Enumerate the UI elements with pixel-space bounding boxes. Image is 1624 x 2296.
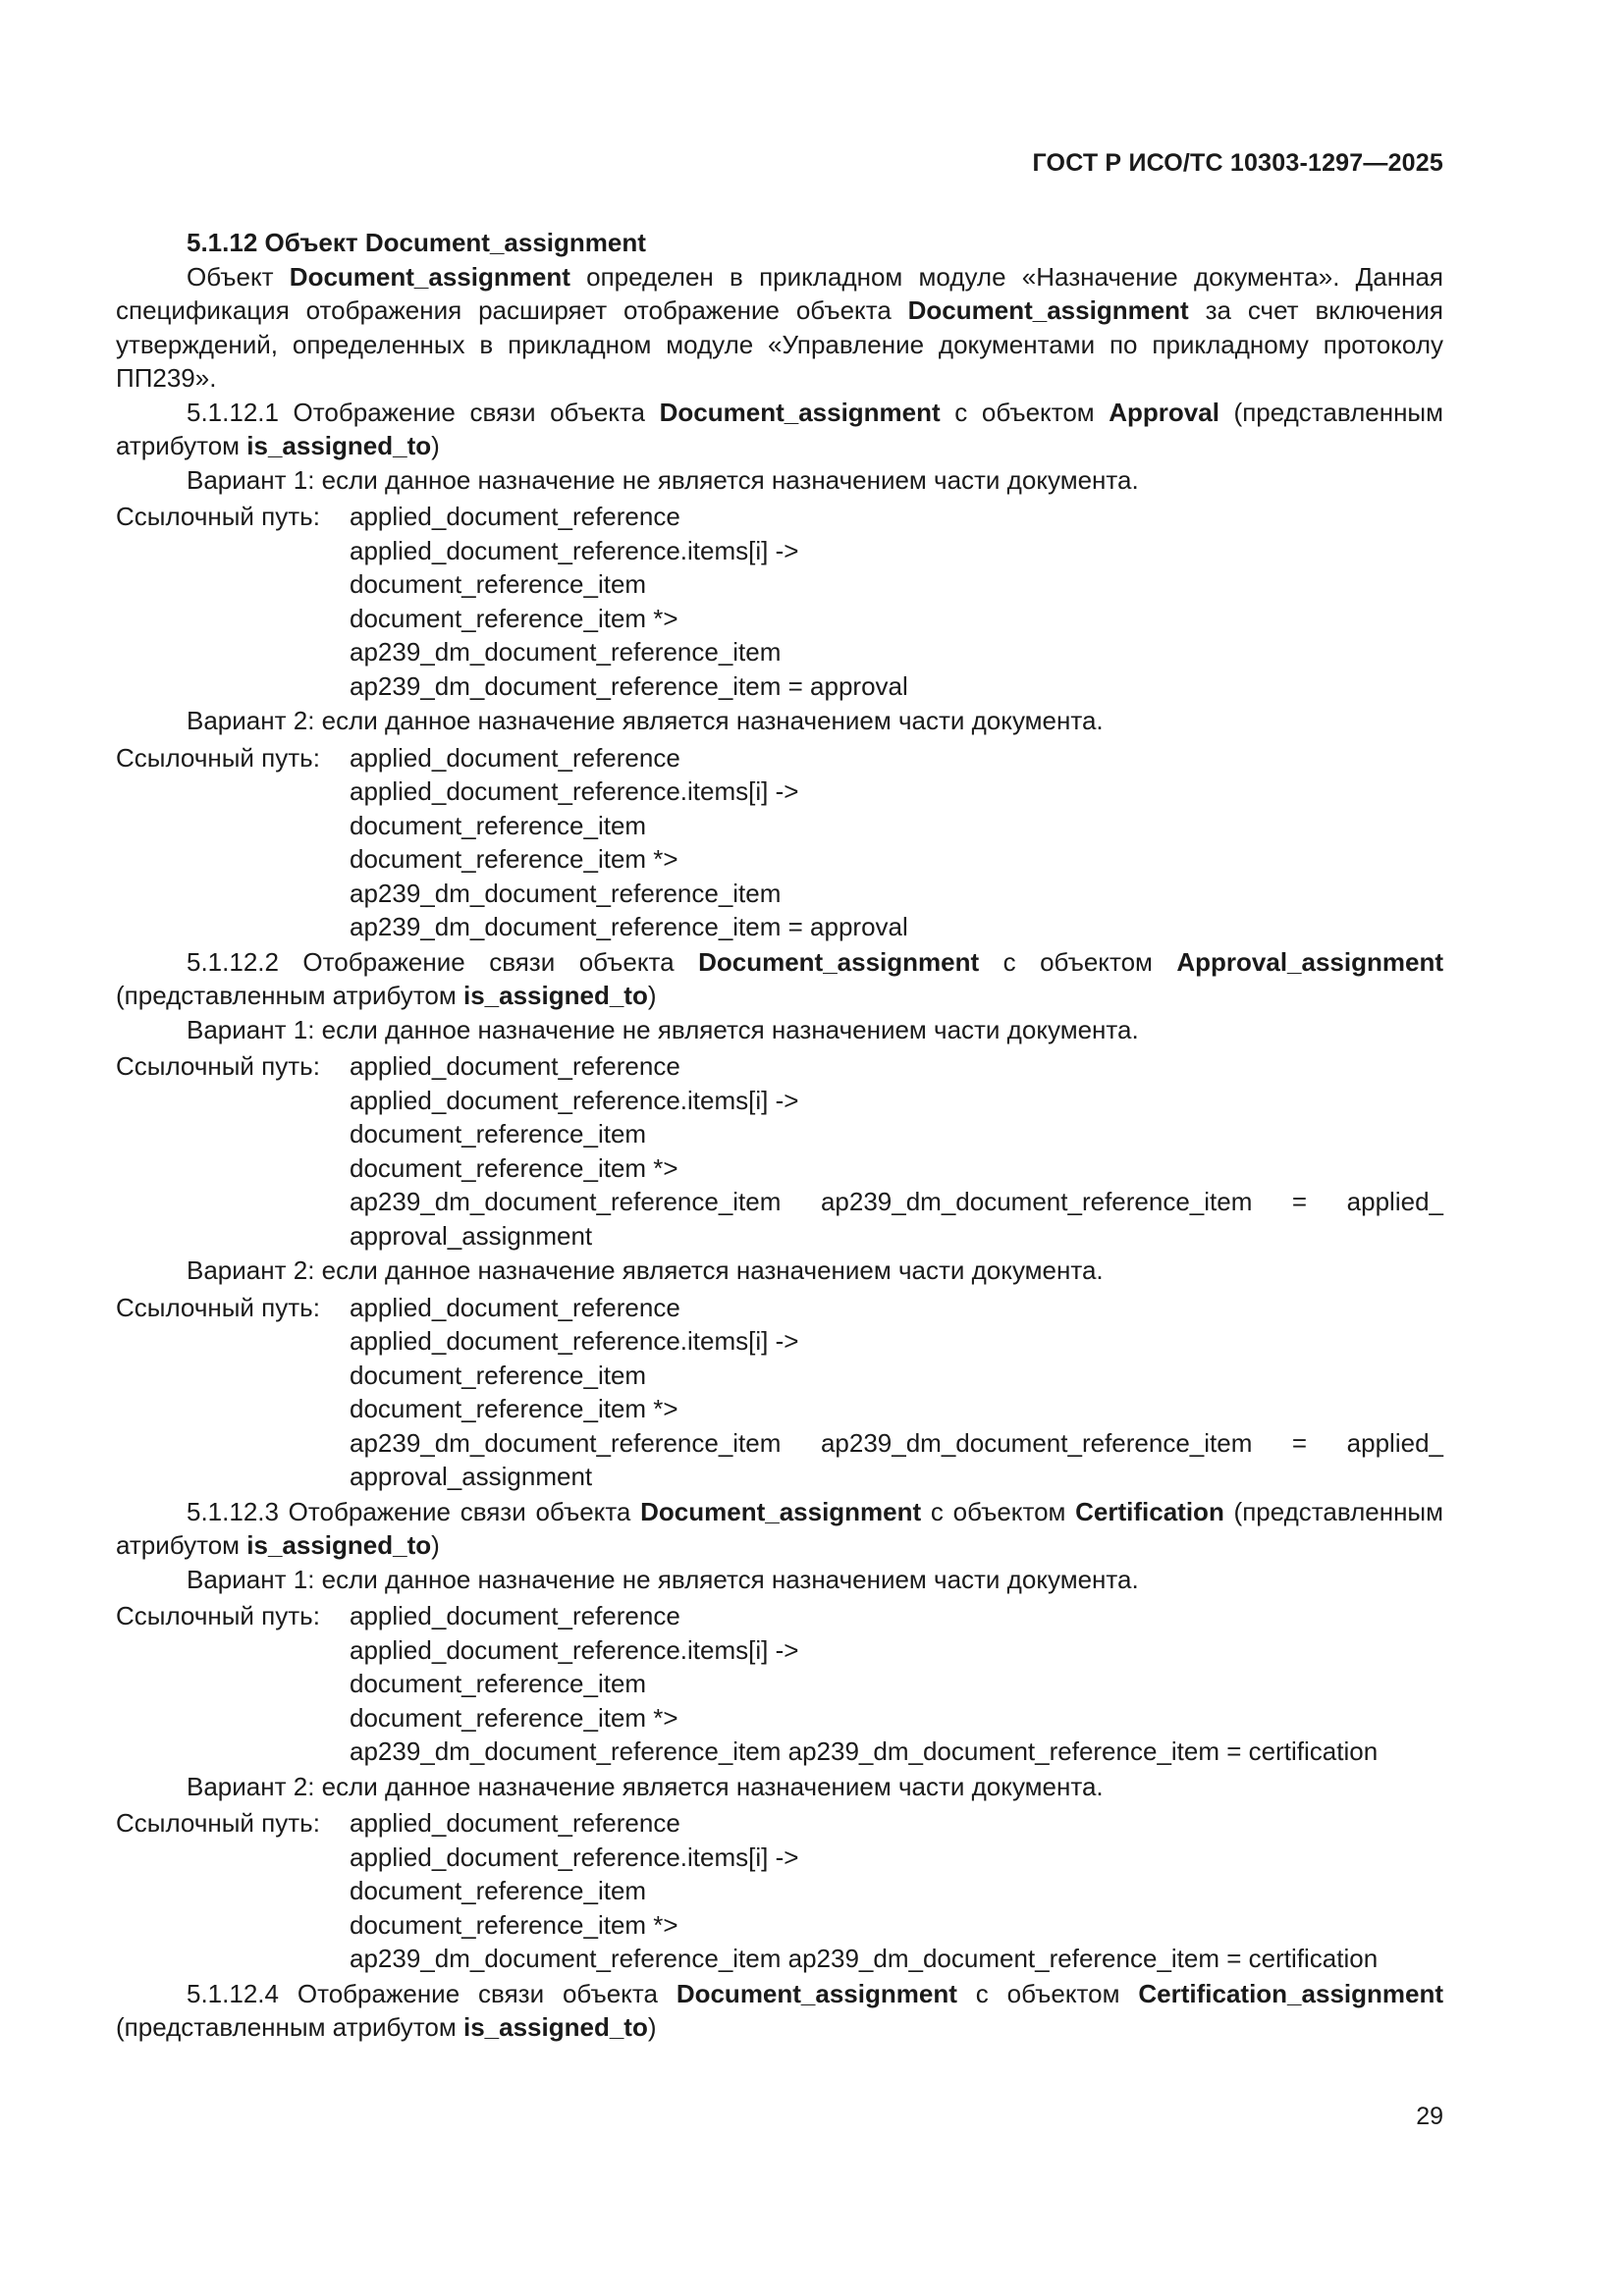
path-line: document_reference_item *> <box>350 1909 678 1940</box>
path-line: applied_document_reference.items[i] -> <box>350 1326 799 1356</box>
variant-1-text: Вариант 1: если данное назначение не является назначением части документа. <box>187 1014 1139 1044</box>
variant-2-text: Вариант 2: если данное назначение является назначением части документа. <box>187 706 1104 735</box>
path-line: document_reference_item *> <box>350 1702 678 1733</box>
path-line: applied_document_reference <box>350 1808 680 1838</box>
path-line: document_reference_item <box>350 1876 647 1905</box>
path-line: ap239_dm_document_reference_item = approval <box>350 912 908 941</box>
subsection-heading-3: 5.1.12.3 Отображение связи объекта Document_assignment с объектом Certification (представленным атрибутом is_assigned_to) <box>116 1496 1443 1560</box>
reference-path <box>116 1049 1443 1253</box>
path-line: applied_document_reference.items[i] -> <box>350 1085 799 1115</box>
page-number: 29 <box>1416 2103 1443 2130</box>
path-line: document_reference_item <box>350 1669 647 1698</box>
variant-2-text: Вариант 2: если данное назначение является назначением части документа. <box>187 1771 1104 1801</box>
reference-path-label: Ссылочный путь: <box>116 502 320 531</box>
variant-1-text: Вариант 1: если данное назначение не является назначением части документа. <box>187 1564 1139 1594</box>
path-line: document_reference_item *> <box>350 1394 678 1423</box>
path-line: document_reference_item <box>350 1119 647 1148</box>
subsection-heading-1: 5.1.12.1 Отображение связи объекта Document_assignment с объектом Approval (представленным атрибутом is_assigned_to) <box>116 397 1443 460</box>
path-line: document_reference_item <box>350 810 647 840</box>
path-line: ap239_dm_document_reference_item = approval <box>350 670 908 701</box>
path-line: ap239_dm_document_reference_item ap239_dm_document_reference_item = certification <box>350 1736 1379 1766</box>
path-line: applied_document_reference <box>350 1051 680 1081</box>
variant-1-text: Вариант 1: если данное назначение не является назначением части документа. <box>187 464 1139 495</box>
path-line: document_reference_item <box>350 569 647 599</box>
reference-path-label: Ссылочный путь: <box>116 1051 320 1081</box>
path-line: ap239_dm_document_reference_item <box>350 878 782 908</box>
reference-path <box>116 1806 1443 1976</box>
path-line: document_reference_item *> <box>350 1152 678 1183</box>
reference-path <box>116 500 1443 703</box>
path-line: ap239_dm_document_reference_item ap239_dm_document_reference_item = applied_ <box>350 1187 1443 1216</box>
variant-2-text: Вариант 2: если данное назначение является назначением части документа. <box>187 1255 1104 1285</box>
reference-path-label: Ссылочный путь: <box>116 1808 320 1838</box>
path-line: ap239_dm_document_reference_item ap239_dm_document_reference_item = certification <box>350 1944 1379 1973</box>
path-line: document_reference_item *> <box>350 603 678 633</box>
path-line: applied_document_reference <box>350 502 680 531</box>
path-line: approval_assignment <box>350 1220 593 1251</box>
subsection-heading-2: 5.1.12.2 Отображение связи объекта Document_assignment с объектом Approval_assignment (представленным атрибутом is_assigned_to) <box>116 946 1443 1010</box>
path-line: ap239_dm_document_reference_item <box>350 637 782 667</box>
path-line: document_reference_item *> <box>350 844 678 874</box>
reference-path <box>116 1599 1443 1769</box>
path-line: applied_document_reference <box>350 742 680 773</box>
path-line: ap239_dm_document_reference_item ap239_dm_document_reference_item = applied_ <box>350 1427 1443 1458</box>
subsection-heading-4: 5.1.12.4 Отображение связи объекта Document_assignment с объектом Certification_assignment (представленным атрибутом is_assigned_to) <box>116 1978 1444 2042</box>
standard-header: ГОСТ Р ИСО/ТС 10303-1297—2025 <box>1032 149 1443 177</box>
section-intro: Объект Document_assignment определен в прикладном модуле «Назначение документа». Данная спецификация отображения расширяет отображение объекта Document_assignment за счет включения утверждений, определенных в прикладном модуле «Управление документами по прикладному протоколу ПП239». <box>116 261 1443 393</box>
path-line: approval_assignment <box>350 1462 593 1491</box>
path-line: applied_document_reference <box>350 1292 680 1322</box>
path-line: applied_document_reference.items[i] -> <box>350 776 799 806</box>
reference-path-label: Ссылочный путь: <box>116 1292 320 1322</box>
section-heading: 5.1.12 Объект Document_assignment <box>187 228 646 257</box>
reference-path <box>116 1291 1443 1494</box>
document-body <box>116 226 1443 2045</box>
path-line: applied_document_reference <box>350 1601 680 1630</box>
path-line: applied_document_reference.items[i] -> <box>350 1842 799 1872</box>
path-line: applied_document_reference.items[i] -> <box>350 1634 799 1665</box>
reference-path-label: Ссылочный путь: <box>116 1601 320 1630</box>
path-line: applied_document_reference.items[i] -> <box>350 535 799 565</box>
reference-path-label: Ссылочный путь: <box>116 742 320 773</box>
reference-path <box>116 741 1443 944</box>
path-line: document_reference_item <box>350 1360 647 1390</box>
